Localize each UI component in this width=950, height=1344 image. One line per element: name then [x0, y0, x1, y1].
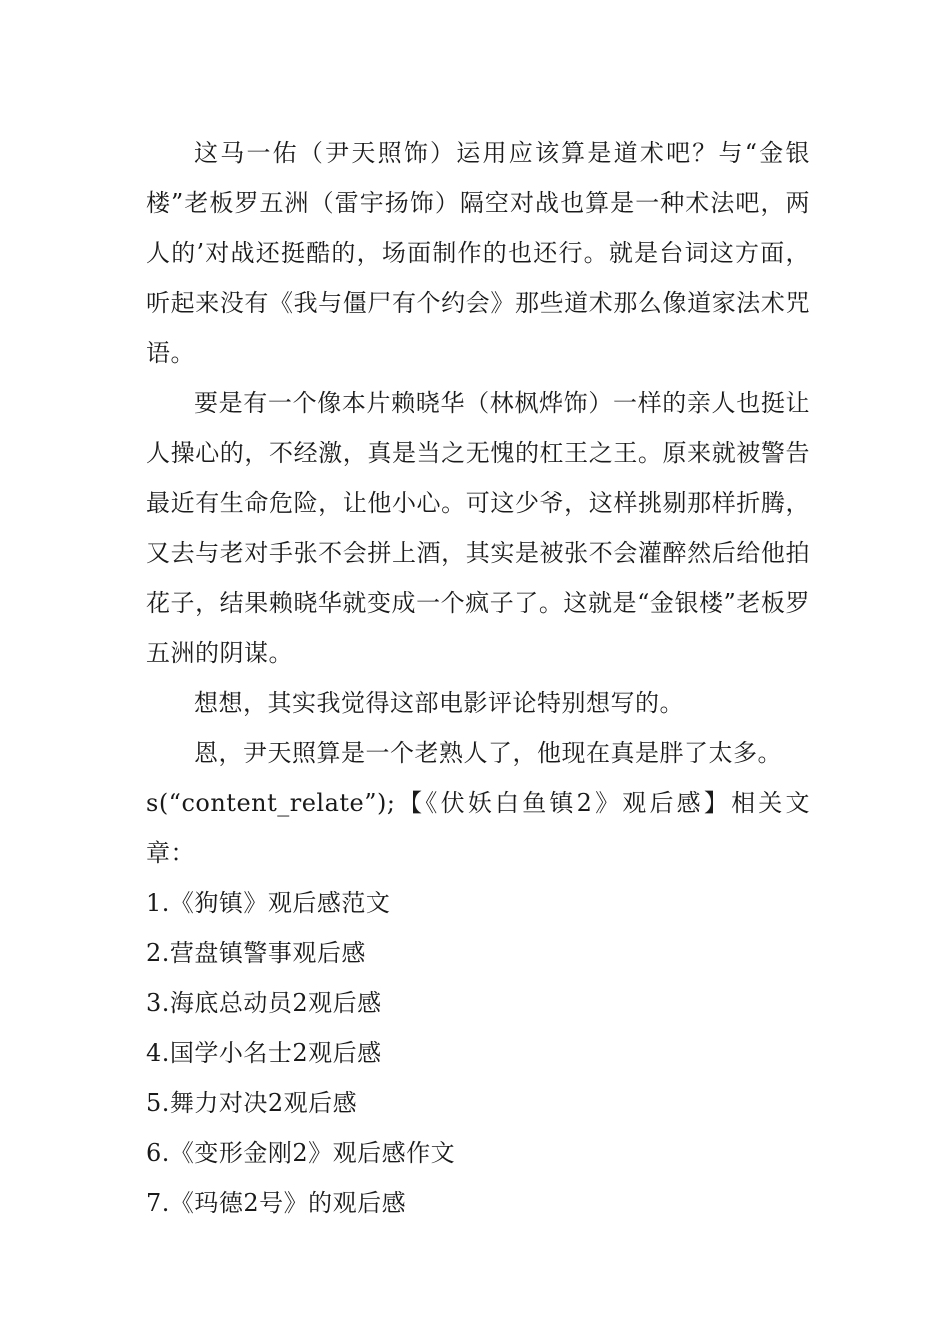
paragraph-4: 恩，尹天照算是一个老熟人了，他现在真是胖了太多。 [194, 739, 782, 767]
paragraph-2: 要是有一个像本片赖晓华（林枫烨饰）一样的亲人也挺让人操心的，不经激，真是当之无愧的杠王之王。原来就被警告最近有生命危险，让他小心。可这少爷，这样挑剔那样折腾，又去与老对手张不会拼上酒，其实是被张不会灌醉然后给他拍花子，结果赖晓华就变成一个疯子了。这就是“金银楼”老板罗五洲的阴谋。 [146, 389, 810, 667]
paragraph-1: 这马一佑（尹天照饰）运用应该算是道术吧？与“金银楼”老板罗五洲（雷宇扬饰）隔空对战也算是一种术法吧，两人的’对战还挺酷的，场面制作的也还行。就是台词这方面，听起来没有《我与僵尸有个约会》那些道术那么像道家法术咒语。 [146, 139, 810, 367]
related-article-item: 6.《变形金刚2》观后感作文 [146, 1139, 456, 1167]
related-article-item: 2.营盘镇警事观后感 [146, 939, 366, 967]
related-article-item: 4.国学小名士2观后感 [146, 1039, 382, 1067]
related-article-item: 1.《狗镇》观后感范文 [146, 889, 391, 917]
related-article-item: 7.《玛德2号》的观后感 [146, 1189, 407, 1217]
related-articles-list [146, 878, 810, 1228]
related-article-item: 5.舞力对决2观后感 [146, 1089, 358, 1117]
related-articles-heading: s(“content_relate”);【《伏妖白鱼镇2》观后感】相关文章： [146, 789, 810, 867]
related-article-item: 3.海底总动员2观后感 [146, 989, 382, 1017]
document-page [146, 128, 810, 1228]
paragraph-3: 想想，其实我觉得这部电影评论特别想写的。 [194, 689, 684, 717]
